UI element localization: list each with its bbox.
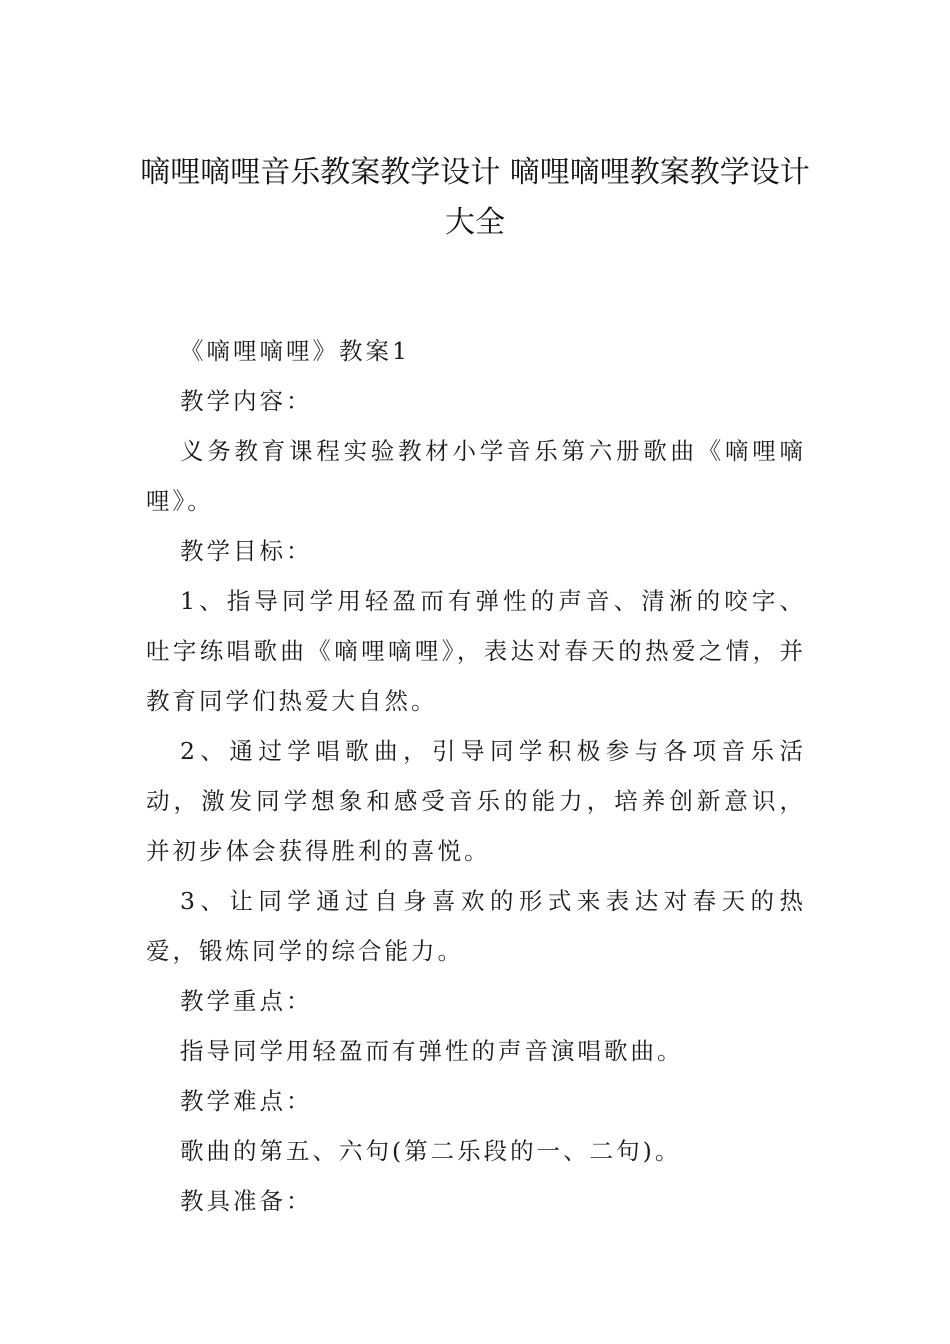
title-line-1: 嘀哩嘀哩音乐教案教学设计 嘀哩嘀哩教案教学设计 xyxy=(140,155,810,191)
teaching-focus-text: 指导同学用轻盈而有弹性的声音演唱歌曲。 xyxy=(180,1037,684,1065)
goal-item-2: 2、通过学唱歌曲，引导同学积极参与各项音乐活动，激发同学想象和感受音乐的能力，培养创新意识，并初步体会获得胜利的喜悦。 xyxy=(146,737,806,865)
document-body xyxy=(146,326,806,1226)
teaching-difficulty-label: 教学难点： xyxy=(180,1087,313,1115)
document-title xyxy=(110,148,840,248)
title-line-2: 大全 xyxy=(445,205,505,241)
lesson-heading: 《嘀哩嘀哩》教案1 xyxy=(180,337,410,365)
teaching-aids-label: 教具准备： xyxy=(180,1187,313,1215)
teaching-content-text: 义务教育课程实验教材小学音乐第六册歌曲《嘀哩嘀哩》。 xyxy=(146,437,806,515)
teaching-difficulty-text: 歌曲的第五、六句(第二乐段的一、二句)。 xyxy=(180,1137,682,1165)
teaching-focus-label: 教学重点： xyxy=(180,987,313,1015)
teaching-goals-label: 教学目标： xyxy=(180,537,313,565)
goal-item-3: 3、让同学通过自身喜欢的形式来表达对春天的热爱，锻炼同学的综合能力。 xyxy=(146,887,806,965)
teaching-content-label: 教学内容： xyxy=(180,387,313,415)
goal-item-1: 1、指导同学用轻盈而有弹性的声音、清淅的咬字、吐字练唱歌曲《嘀哩嘀哩》，表达对春天的热爱之情，并教育同学们热爱大自然。 xyxy=(146,587,806,715)
